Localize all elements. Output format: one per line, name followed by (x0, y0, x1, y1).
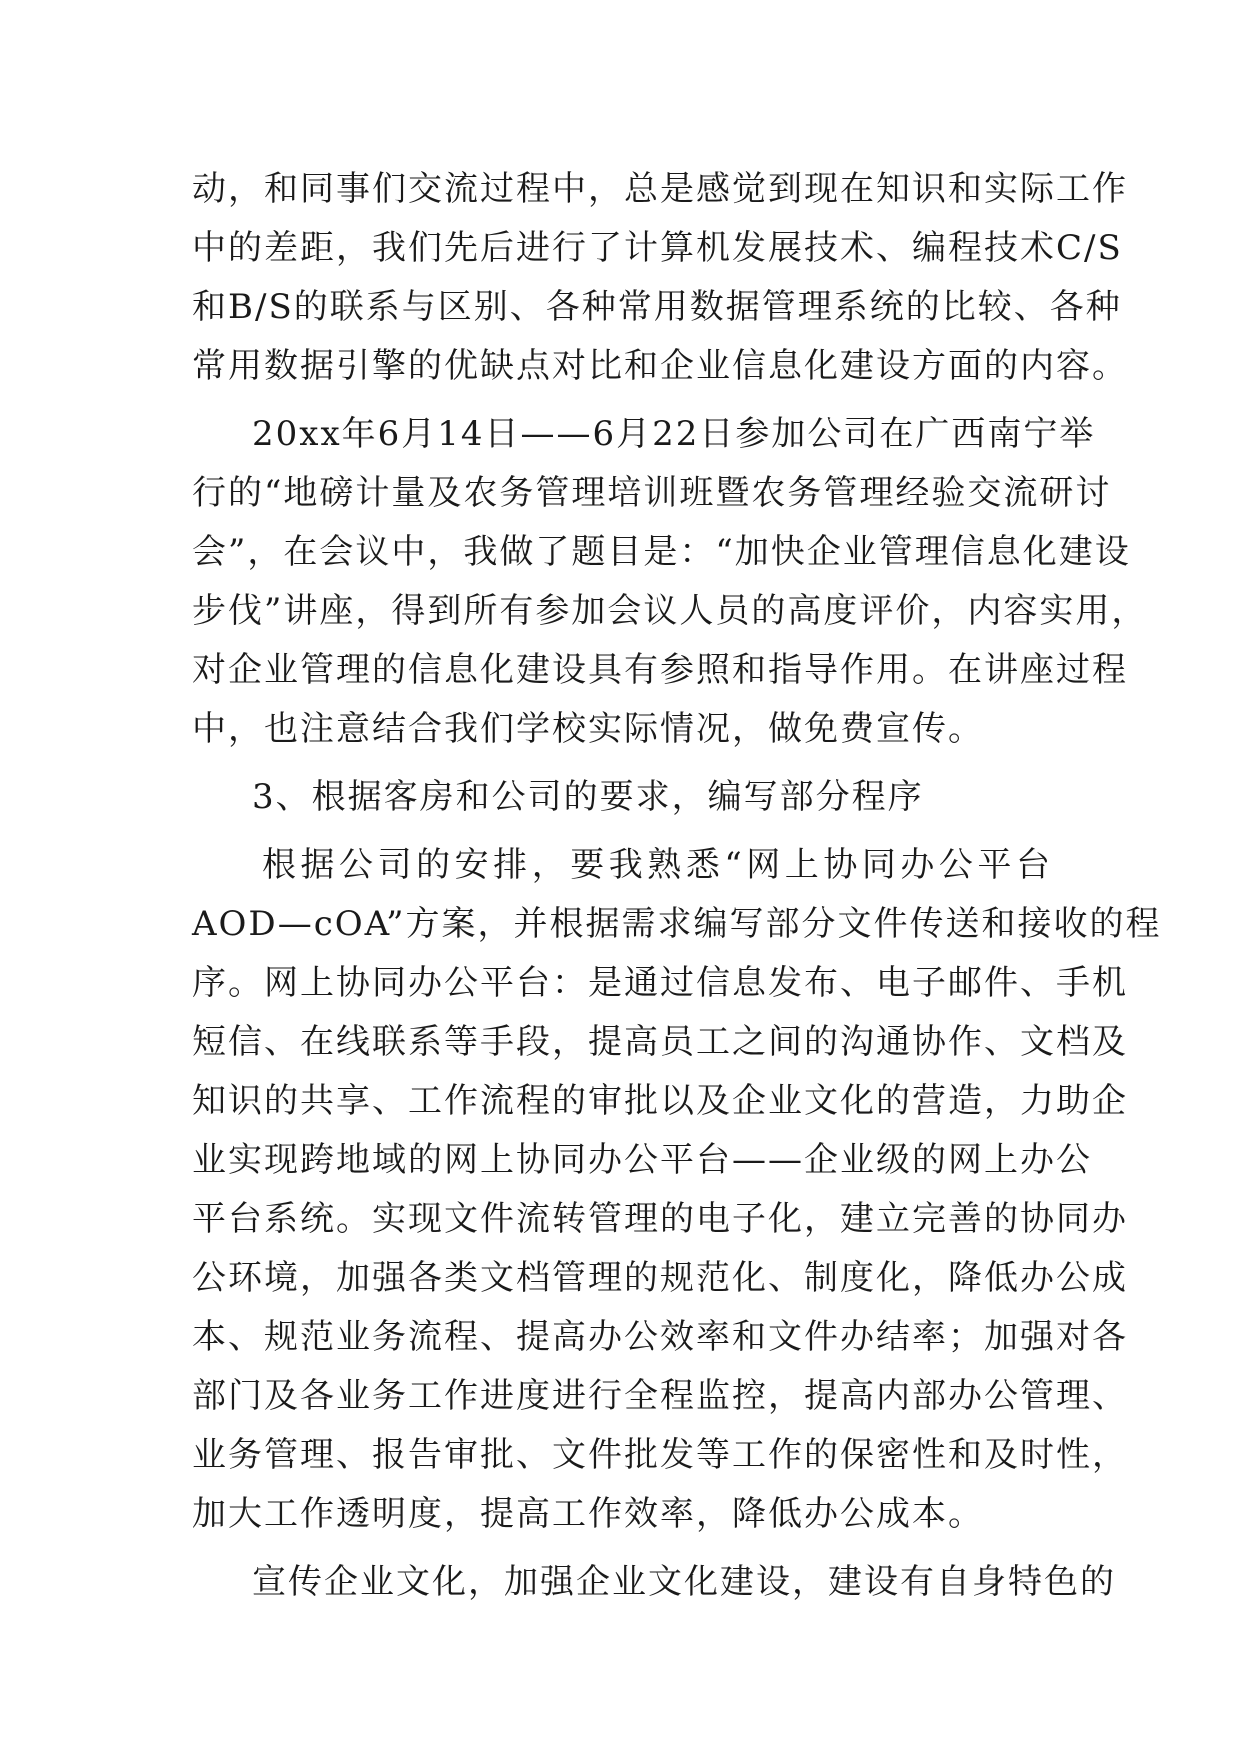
text-line: 动，和同事们交流过程中，总是感觉到现在知识和实际工作 (192, 169, 1128, 209)
section-heading: 3、根据客房和公司的要求，编写部分程序 (252, 777, 924, 817)
text-line: 序。网上协同办公平台：是通过信息发布、电子邮件、手机 (192, 963, 1128, 1003)
text-line: 步伐”讲座，得到所有参加会议人员的高度评价，内容实用， (192, 591, 1148, 631)
text-line: AOD—cOA”方案，并根据需求编写部分文件传送和接收的程 (192, 904, 1162, 944)
text-line: 对企业管理的信息化建设具有参照和指导作用。在讲座过程 (192, 650, 1128, 690)
text-line: 行的“地磅计量及农务管理培训班暨农务管理经验交流研讨 (192, 473, 1112, 513)
text-line: 短信、在线联系等手段，提高员工之间的沟通协作、文档及 (192, 1022, 1128, 1062)
text-line: 20xx年6月14日——6月22日参加公司在广西南宁举 (252, 414, 1096, 454)
text-line: 知识的共享、工作流程的审批以及企业文化的营造，力助企 (192, 1081, 1128, 1121)
text-line: 公环境，加强各类文档管理的规范化、制度化，降低办公成 (192, 1258, 1128, 1298)
text-line: 宣传企业文化，加强企业文化建设，建设有自身特色的 (252, 1562, 1116, 1602)
text-line: 会”，在会议中，我做了题目是：“加快企业管理信息化建设 (192, 532, 1131, 572)
text-line: 和B/S的联系与区别、各种常用数据管理系统的比较、各种 (192, 287, 1122, 327)
text-line: 业务管理、报告审批、文件批发等工作的保密性和及时性， (192, 1435, 1128, 1475)
text-line: 中，也注意结合我们学校实际情况，做免费宣传。 (192, 709, 984, 749)
body-text (192, 160, 1162, 1612)
text-line: 平台系统。实现文件流转管理的电子化，建立完善的协同办 (192, 1199, 1128, 1239)
text-line: 根据公司的安排，要我熟悉“网上协同办公平台 (262, 845, 1052, 885)
text-line: 部门及各业务工作进度进行全程监控，提高内部办公管理、 (192, 1376, 1128, 1416)
text-line: 加大工作透明度，提高工作效率，降低办公成本。 (192, 1494, 984, 1534)
text-line: 本、规范业务流程、提高办公效率和文件办结率；加强对各 (192, 1317, 1128, 1357)
text-line: 中的差距，我们先后进行了计算机发展技术、编程技术C/S (192, 228, 1123, 268)
text-line: 业实现跨地域的网上协同办公平台——企业级的网上办公 (192, 1140, 1092, 1180)
text-line: 常用数据引擎的优缺点对比和企业信息化建设方面的内容。 (192, 346, 1128, 386)
